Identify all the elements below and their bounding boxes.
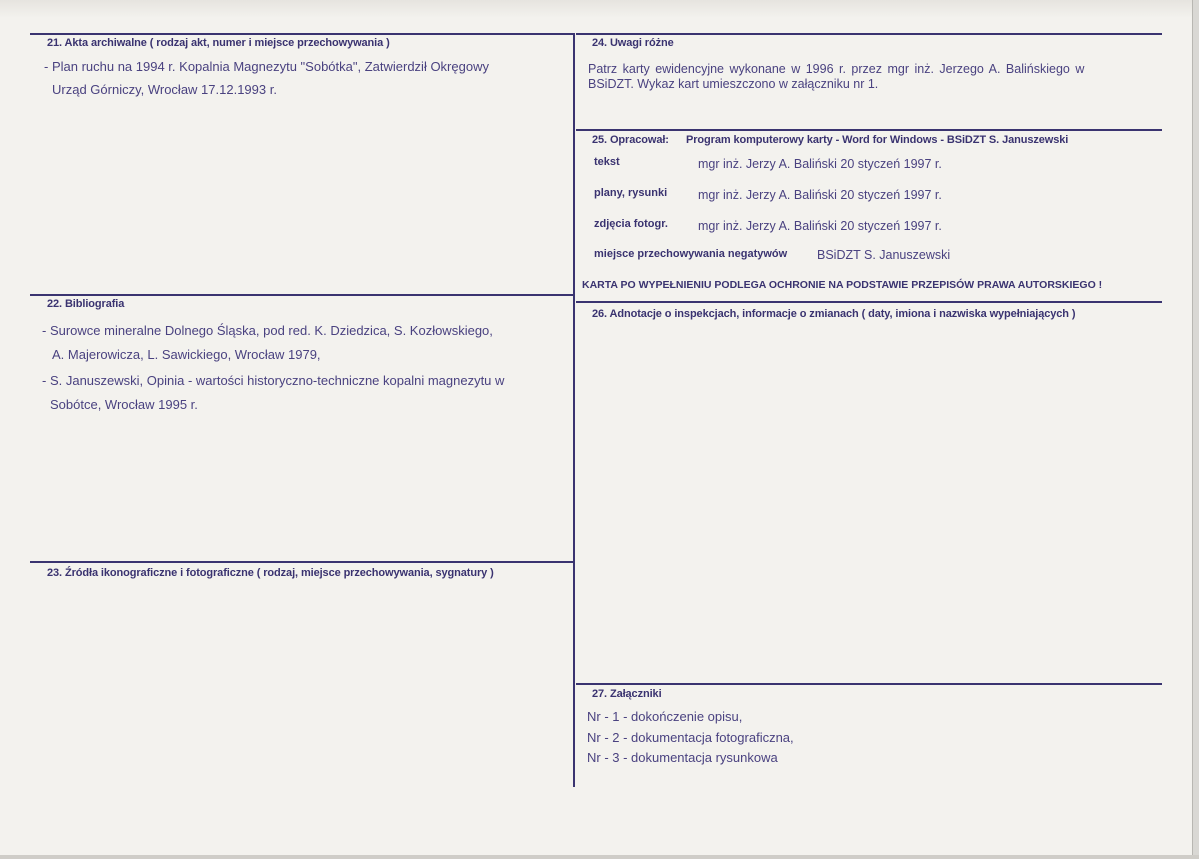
section-25-row-value-plany: mgr inż. Jerzy A. Baliński 20 styczeń 1997 r.	[698, 188, 942, 202]
copyright-warning: KARTA PO WYPEŁNIENIU PODLEGA OCHRONIE NA PODSTAWIE PRZEPISÓW PRAWA AUTORSKIEGO !	[582, 279, 1103, 291]
section-25-row-label-plany: plany, rysunki	[594, 187, 668, 199]
section-24-header: 24. Uwagi różne	[592, 37, 674, 49]
divider-top-right	[576, 33, 1162, 35]
section-25-negatives-value: BSiDZT S. Januszewski	[817, 248, 951, 262]
section-27-line-3: Nr - 3 - dokumentacja rysunkowa	[587, 750, 778, 765]
section-27-line-1: Nr - 1 - dokończenie opisu,	[587, 709, 743, 724]
section-27-header: 27. Załączniki	[592, 688, 662, 700]
section-21-header: 21. Akta archiwalne ( rodzaj akt, numer i miejsce przechowywania )	[47, 37, 390, 49]
section-26-header: 26. Adnotacje o inspekcjach, informacje o zmianach ( daty, imiona i nazwiska wypełniających )	[592, 308, 1076, 320]
section-25-program: Program komputerowy karty - Word for Windows - BSiDZT S. Januszewski	[686, 134, 1069, 146]
divider-25-top	[576, 129, 1162, 131]
divider-27-top	[576, 683, 1162, 685]
section-22-line-4: Sobótce, Wrocław 1995 r.	[50, 397, 198, 412]
divider-22-top	[30, 294, 574, 296]
scan-top-edge	[0, 0, 1199, 18]
divider-26-top	[576, 301, 1162, 303]
section-22-line-1: - Surowce mineralne Dolnego Śląska, pod red. K. Dziedzica, S. Kozłowskiego,	[42, 323, 493, 338]
scan-right-edge	[1192, 0, 1199, 859]
section-25-row-label-tekst: tekst	[594, 156, 620, 168]
section-21-line-2: Urząd Górniczy, Wrocław 17.12.1993 r.	[52, 82, 277, 97]
section-25-row-value-tekst: mgr inż. Jerzy A. Baliński 20 styczeń 1997 r.	[698, 157, 942, 171]
divider-top-left	[30, 33, 574, 35]
section-23-header: 23. Źródła ikonograficzne i fotograficzne ( rodzaj, miejsce przechowywania, sygnatury )	[47, 567, 494, 579]
section-22-line-3: - S. Januszewski, Opinia - wartości historyczno-techniczne kopalni magnezytu w	[42, 373, 505, 388]
section-21-line-1: - Plan ruchu na 1994 r. Kopalnia Magnezytu "Sobótka", Zatwierdził Okręgowy	[44, 59, 489, 74]
section-24-line-2: BSiDZT. Wykaz kart umieszczono w załączniku nr 1.	[588, 77, 879, 91]
section-25-header: 25. Opracował:	[592, 134, 669, 146]
section-25-row-label-zdjecia: zdjęcia fotogr.	[594, 218, 668, 230]
section-25-negatives-label: miejsce przechowywania negatywów	[594, 248, 788, 260]
section-27-line-2: Nr - 2 - dokumentacja fotograficzna,	[587, 730, 794, 745]
divider-center-vertical	[573, 33, 575, 787]
scan-bottom-edge	[0, 855, 1199, 859]
section-22-line-2: A. Majerowicza, L. Sawickiego, Wrocław 1979,	[52, 347, 321, 362]
section-24-line-1: Patrz karty ewidencyjne wykonane w 1996 r. przez mgr inż. Jerzego A. Balińskiego w	[588, 62, 1085, 76]
section-22-header: 22. Bibliografia	[47, 298, 125, 310]
section-25-row-value-zdjecia: mgr inż. Jerzy A. Baliński 20 styczeń 1997 r.	[698, 219, 942, 233]
divider-23-top	[30, 561, 574, 563]
